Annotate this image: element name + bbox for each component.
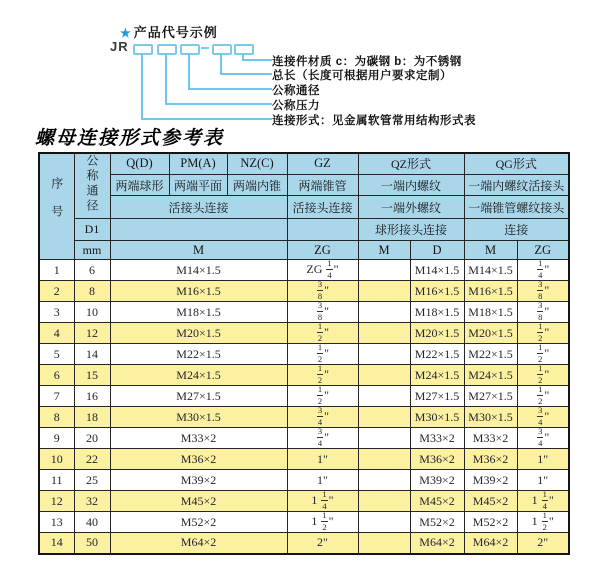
code-prefix: JR <box>110 39 129 54</box>
header-desc-qz: 一端内螺纹 <box>358 174 464 195</box>
header-conn-qz: 球形接头连接 <box>358 219 464 241</box>
cell-qz-m <box>358 386 410 407</box>
table-title: 螺母连接形式参考表 <box>35 127 225 149</box>
cell-dn: 15 <box>74 365 110 386</box>
cell-dn: 40 <box>74 512 110 533</box>
cell-qg-zg: $\frac{1}{2}$ " <box>517 365 569 386</box>
cell-qg-zg: $\frac{1}{2}$ " <box>517 386 569 407</box>
cell-dn: 25 <box>74 470 110 491</box>
table-row <box>39 470 569 491</box>
cell-qz-m <box>358 428 410 449</box>
nut-connection-reference-table <box>38 152 570 555</box>
table-row <box>39 533 569 554</box>
cell-qz-m <box>358 281 410 302</box>
header-conn-union: 活接头连接 <box>110 196 287 219</box>
label-length: 总长（长度可根据用户要求定制） <box>272 70 452 82</box>
header-unit-m: M <box>110 241 287 260</box>
table-row <box>39 365 569 386</box>
label-diameter: 公称通径 <box>272 85 320 97</box>
header-col-pm: PM(A) <box>169 153 227 174</box>
header-desc-gz: 两端锥管 <box>287 174 358 195</box>
cell-m: M30×1.5 <box>110 407 287 428</box>
header-d1: D1 <box>74 219 110 241</box>
cell-qg-zg: 1" <box>517 470 569 491</box>
cell-dn: 32 <box>74 491 110 512</box>
header-unit-qz-d: D <box>410 241 464 260</box>
cell-gz: $\frac{1}{2}$ " <box>287 386 358 407</box>
cell-m: M24×1.5 <box>110 365 287 386</box>
header-dn: 公称通径 <box>74 153 110 219</box>
cell-qg-zg: $\frac{1}{2}$ " <box>517 344 569 365</box>
cell-dn: 10 <box>74 302 110 323</box>
cell-gz: $\frac{3}{8}$ " <box>287 302 358 323</box>
cell-dn: 20 <box>74 428 110 449</box>
cell-qg-m: M27×1.5 <box>464 386 517 407</box>
header-mm: mm <box>74 241 110 260</box>
cell-qg-zg: $\frac{1}{4}$ " <box>517 260 569 281</box>
cell-qz-m <box>358 449 410 470</box>
header-desc-qg: 一端内螺纹活接头 <box>464 174 569 195</box>
header-desc-nz: 两端内锥 <box>227 174 287 195</box>
cell-qg-m: M45×2 <box>464 491 517 512</box>
label-connection-form: 连接形式：见金属软管常用结构形式表 <box>272 115 476 127</box>
cell-qg-m: M22×1.5 <box>464 344 517 365</box>
header-desc-q: 两端球形 <box>110 174 169 195</box>
header-d1-blank-left <box>110 219 287 241</box>
header-conn-qg: 连接 <box>464 219 569 241</box>
label-pressure: 公称压力 <box>272 100 320 112</box>
table-row <box>39 281 569 302</box>
cell-gz: 1" <box>287 470 358 491</box>
cell-dn: 8 <box>74 281 110 302</box>
cell-qg-m: M39×2 <box>464 470 517 491</box>
header-desc-pm: 两端平面 <box>169 174 227 195</box>
cell-seq: 2 <box>39 281 74 302</box>
cell-dn: 50 <box>74 533 110 554</box>
cell-seq: 10 <box>39 449 74 470</box>
cell-gz: $\frac{1}{2}$ " <box>287 365 358 386</box>
cell-gz: 1" <box>287 449 358 470</box>
cell-qg-m: M16×1.5 <box>464 281 517 302</box>
cell-m: M52×2 <box>110 512 287 533</box>
label-material: 连接件材质 c：为碳钢 b：为不锈钢 <box>272 56 462 68</box>
cell-gz: ZG $\frac{1}{4}$ " <box>287 260 358 281</box>
header-seq: 序号 <box>39 153 74 260</box>
table-row <box>39 428 569 449</box>
cell-qz-m <box>358 302 410 323</box>
header-desc2-qz: 一端外螺纹 <box>358 196 464 219</box>
table-row <box>39 407 569 428</box>
header-unit-zg: ZG <box>287 241 358 260</box>
cell-dn: 22 <box>74 449 110 470</box>
cell-qz-d: M64×2 <box>410 533 464 554</box>
cell-qz-m <box>358 512 410 533</box>
header-d1-blank-gz <box>287 219 358 241</box>
cell-qz-d: M39×2 <box>410 470 464 491</box>
cell-qg-zg: $\frac{1}{2}$ " <box>517 323 569 344</box>
cell-dn: 6 <box>74 260 110 281</box>
cell-m: M22×1.5 <box>110 344 287 365</box>
cell-m: M16×1.5 <box>110 281 287 302</box>
code-dash <box>201 47 209 49</box>
table-body <box>39 260 569 554</box>
cell-seq: 9 <box>39 428 74 449</box>
diagram-title <box>120 22 218 41</box>
cell-qg-zg: 1" <box>517 449 569 470</box>
cell-m: M36×2 <box>110 449 287 470</box>
cell-qg-zg: 1 $\frac{1}{4}$ " <box>517 491 569 512</box>
header-unit-qg-zg: ZG <box>517 241 569 260</box>
cell-qz-m <box>358 533 410 554</box>
table-row <box>39 386 569 407</box>
cell-dn: 18 <box>74 407 110 428</box>
header-col-gz: GZ <box>287 153 358 174</box>
cell-qg-m: M33×2 <box>464 428 517 449</box>
cell-gz: $\frac{3}{4}$ " <box>287 407 358 428</box>
cell-qg-m: M52×2 <box>464 512 517 533</box>
cell-qg-zg: 1 $\frac{1}{2}$ " <box>517 512 569 533</box>
connector-line-form <box>141 53 272 120</box>
cell-seq: 13 <box>39 512 74 533</box>
header-conn-gz: 活接头连接 <box>287 196 358 219</box>
cell-gz: 1 $\frac{1}{4}$ " <box>287 491 358 512</box>
cell-seq: 11 <box>39 470 74 491</box>
cell-m: M64×2 <box>110 533 287 554</box>
cell-dn: 16 <box>74 386 110 407</box>
cell-qz-d: M14×1.5 <box>410 260 464 281</box>
cell-qg-m: M30×1.5 <box>464 407 517 428</box>
cell-m: M45×2 <box>110 491 287 512</box>
cell-qz-d: M52×2 <box>410 512 464 533</box>
header-unit-qg-m: M <box>464 241 517 260</box>
product-code-diagram <box>0 0 600 125</box>
cell-qz-m <box>358 470 410 491</box>
cell-qz-d: M36×2 <box>410 449 464 470</box>
cell-qz-m <box>358 344 410 365</box>
header-col-nz: NZ(C) <box>227 153 287 174</box>
cell-qg-m: M24×1.5 <box>464 365 517 386</box>
cell-qg-zg: 2" <box>517 533 569 554</box>
cell-qz-m <box>358 323 410 344</box>
cell-m: M39×2 <box>110 470 287 491</box>
cell-gz: 1 $\frac{1}{2}$ " <box>287 512 358 533</box>
cell-qz-d: M27×1.5 <box>410 386 464 407</box>
header-col-q: Q(D) <box>110 153 169 174</box>
header-unit-qz-m: M <box>358 241 410 260</box>
cell-qz-d: M22×1.5 <box>410 344 464 365</box>
cell-qz-d: M18×1.5 <box>410 302 464 323</box>
cell-seq: 3 <box>39 302 74 323</box>
cell-gz: $\frac{3}{4}$ " <box>287 428 358 449</box>
cell-seq: 6 <box>39 365 74 386</box>
table-row <box>39 302 569 323</box>
table-row <box>39 344 569 365</box>
cell-dn: 14 <box>74 344 110 365</box>
header-col-qg: QG形式 <box>464 153 569 174</box>
cell-gz: 2" <box>287 533 358 554</box>
cell-m: M33×2 <box>110 428 287 449</box>
cell-dn: 12 <box>74 323 110 344</box>
cell-gz: $\frac{1}{2}$ " <box>287 323 358 344</box>
table-row <box>39 449 569 470</box>
cell-qg-m: M64×2 <box>464 533 517 554</box>
cell-qg-zg: $\frac{3}{8}$ " <box>517 302 569 323</box>
cell-seq: 4 <box>39 323 74 344</box>
table-row <box>39 323 569 344</box>
cell-qz-m <box>358 365 410 386</box>
cell-qz-d: M30×1.5 <box>410 407 464 428</box>
cell-qz-m <box>358 260 410 281</box>
cell-seq: 7 <box>39 386 74 407</box>
table-row <box>39 260 569 281</box>
cell-seq: 14 <box>39 533 74 554</box>
cell-qz-m <box>358 407 410 428</box>
table-row <box>39 512 569 533</box>
cell-qg-zg: $\frac{3}{4}$ " <box>517 407 569 428</box>
cell-qz-d: M16×1.5 <box>410 281 464 302</box>
table-row <box>39 491 569 512</box>
cell-m: M20×1.5 <box>110 323 287 344</box>
cell-qg-zg: $\frac{3}{8}$ " <box>517 281 569 302</box>
cell-seq: 12 <box>39 491 74 512</box>
cell-qz-d: M20×1.5 <box>410 323 464 344</box>
cell-m: M27×1.5 <box>110 386 287 407</box>
cell-gz: $\frac{1}{2}$ " <box>287 344 358 365</box>
header-desc2-qg: 一端锥管螺纹接头 <box>464 196 569 219</box>
cell-qg-m: M36×2 <box>464 449 517 470</box>
cell-qz-d: M33×2 <box>410 428 464 449</box>
diagram-title-text: 产品代号示例 <box>133 25 218 40</box>
cell-qg-m: M18×1.5 <box>464 302 517 323</box>
cell-qz-d: M24×1.5 <box>410 365 464 386</box>
cell-qz-d: M45×2 <box>410 491 464 512</box>
star-icon: ★ <box>120 26 132 40</box>
cell-qg-m: M14×1.5 <box>464 260 517 281</box>
cell-seq: 5 <box>39 344 74 365</box>
cell-qg-m: M20×1.5 <box>464 323 517 344</box>
cell-qg-zg: $\frac{3}{4}$ " <box>517 428 569 449</box>
cell-m: M18×1.5 <box>110 302 287 323</box>
header-col-qz: QZ形式 <box>358 153 464 174</box>
cell-seq: 1 <box>39 260 74 281</box>
cell-gz: $\frac{3}{8}$ " <box>287 281 358 302</box>
cell-m: M14×1.5 <box>110 260 287 281</box>
cell-qz-m <box>358 491 410 512</box>
cell-seq: 8 <box>39 407 74 428</box>
